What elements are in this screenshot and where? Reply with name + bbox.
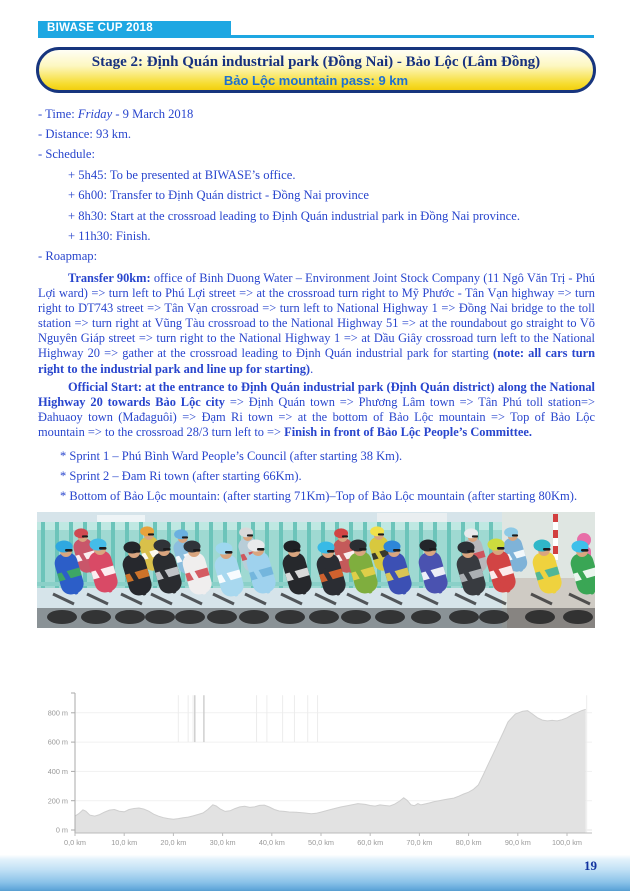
schedule-item: + 5h45: To be presented at BIWASE’s office. bbox=[68, 167, 296, 182]
stage-info-list bbox=[38, 104, 594, 267]
time-line bbox=[38, 104, 594, 124]
time-label: - Time: bbox=[38, 106, 78, 121]
svg-text:60,0 km: 60,0 km bbox=[357, 838, 384, 847]
sprint-list bbox=[60, 446, 594, 507]
svg-text:20,0 km: 20,0 km bbox=[160, 838, 187, 847]
svg-text:90,0 km: 90,0 km bbox=[504, 838, 531, 847]
peloton-photo bbox=[37, 512, 595, 628]
svg-text:600 m: 600 m bbox=[47, 737, 68, 747]
header-strip bbox=[38, 35, 594, 38]
svg-text:200 m: 200 m bbox=[47, 796, 68, 806]
header-bar bbox=[38, 21, 231, 35]
stage-subtitle: Bảo Lộc mountain pass: 9 km bbox=[223, 73, 409, 88]
transfer-body: office of Binh Duong Water – Environment Joint Stock Company (11 Ngô Văn Trị - Phú Lợi ward) => turn left to Phú Lợi street => at the crossroad turn right to Mỹ Phước - Tân Vạn highway => turn right to DT743 street => Tân Vạn crossroad => turn left to National Highway 1 => Đồng Nai bridge to the toll station => turn right at Vũng Tàu crossroad to the National Highway 51 => at the roundabout go straight to Võ Nguyên Giáp street => turn right to the National Highway 1 => at Dầu Giây crossroad turn left to the National Highway 20 => gather at the crossroad leading to Định Quán industrial park for starting bbox=[38, 271, 596, 361]
svg-text:800 m: 800 m bbox=[47, 708, 68, 718]
official-start-paragraph bbox=[38, 380, 595, 440]
svg-text:80,0 km: 80,0 km bbox=[455, 838, 482, 847]
svg-text:30,0 km: 30,0 km bbox=[209, 838, 236, 847]
transfer-tail: . bbox=[310, 361, 314, 376]
official-start-body: => Định Quán town => Phương Lâm town => Tân Phú toll station=> Đahuaoy town (Mađaguôi) => Đạm Ri town => at the bottom of Bảo Lộc mountain => Top of Bảo Lộc mountain => to the crossroad 28/3 turn left to => bbox=[38, 395, 595, 440]
stage-title-box bbox=[36, 47, 596, 93]
svg-text:40,0 km: 40,0 km bbox=[258, 838, 285, 847]
svg-text:70,0 km: 70,0 km bbox=[406, 838, 433, 847]
transfer-paragraph bbox=[38, 271, 595, 377]
footer-bar bbox=[0, 855, 630, 891]
svg-text:400 m: 400 m bbox=[47, 767, 68, 776]
transfer-lead: Transfer 90km: bbox=[68, 271, 151, 285]
schedule-item: + 8h30: Start at the crossroad leading to Định Quán industrial park in Đồng Nai province. bbox=[68, 208, 520, 223]
sprint-item: * Sprint 2 – Đam Ri town (after starting 66Km). bbox=[60, 468, 302, 483]
page-number: 19 bbox=[584, 858, 597, 873]
peloton-photo-illustration bbox=[37, 512, 595, 628]
svg-text:0 m: 0 m bbox=[55, 825, 68, 835]
time-date: - 9 March 2018 bbox=[112, 106, 194, 121]
transfer-note: (note: all cars turn right to the industrial park and line up for starting) bbox=[38, 346, 596, 376]
schedule-item: + 11h30: Finish. bbox=[68, 229, 151, 244]
distance-line: - Distance: 93 km. bbox=[38, 127, 132, 142]
official-start-lead: Official Start: at the entrance to Định Quán industrial park (Định Quán district) along the National Highway 20 towards Bảo Lộc city bbox=[38, 380, 595, 410]
roadmap-heading: - Roapmap: bbox=[38, 249, 98, 264]
stage-title: Stage 2: Định Quán industrial park (Đồng Nai) - Bảo Lộc (Lâm Đồng) bbox=[91, 54, 541, 70]
svg-text:10,0 km: 10,0 km bbox=[111, 838, 138, 847]
sprint-item: * Sprint 1 – Phú Bình Ward People’s Council (after starting 38 Km). bbox=[60, 448, 403, 463]
elevation-profile-chart bbox=[20, 690, 605, 853]
schedule-item: + 6h00: Transfer to Định Quán district - Đồng Nai province bbox=[68, 188, 369, 203]
svg-text:50,0 km: 50,0 km bbox=[308, 838, 334, 847]
elevation-chart-svg bbox=[20, 690, 605, 853]
sprint-item: * Bottom of Bảo Lộc mountain: (after starting 71Km)–Top of Bảo Lộc mountain (after starting 80Km). bbox=[60, 489, 578, 504]
time-day: Friday bbox=[77, 106, 113, 121]
schedule-heading: - Schedule: bbox=[38, 147, 96, 162]
striped-pole-icon bbox=[553, 514, 558, 560]
svg-text:0,0 km: 0,0 km bbox=[64, 838, 86, 847]
header-title: BIWASE CUP 2018 bbox=[47, 22, 153, 34]
svg-text:100,0 km: 100,0 km bbox=[551, 838, 583, 847]
official-start-finish: Finish in front of Bảo Lộc People’s Committee. bbox=[284, 425, 532, 440]
